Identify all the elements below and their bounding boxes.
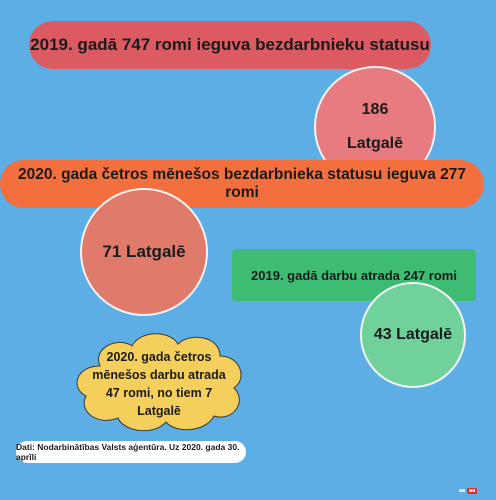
circle-latgale-71 — [80, 188, 208, 316]
publisher-logo — [459, 487, 493, 495]
headline-2020-unemployed-text: 2020. gada četros mēnešos bezdarbnieka statusu ieguva 277 romi — [18, 166, 466, 201]
source-note — [16, 441, 246, 463]
circle-latgale-186-number: 186 — [361, 101, 389, 118]
cloud-2020-employed — [70, 326, 248, 436]
headline-2019-unemployed-text: 2019. gadā 747 romi ieguva bezdarbnieku statusu — [30, 35, 430, 54]
headline-2020-unemployed — [0, 160, 484, 208]
circle-latgale-43 — [360, 282, 466, 388]
circle-latgale-186-region: Latgalē — [346, 135, 403, 152]
circle-latgale-71-text: 71 Latgalē — [102, 242, 186, 261]
publisher-logo-mark: ■■ — [459, 488, 466, 494]
source-note-text: Dati: Nodarbinātības Valsts aģentūra. Uz 2020. gada 30. aprīli — [16, 442, 240, 462]
headline-2019-employed-text: 2019. gadā darbu atrada 247 romi — [251, 267, 457, 283]
circle-latgale-43-text: 43 Latgalē — [373, 326, 453, 343]
publisher-logo-badge: ■■ — [469, 488, 476, 494]
headline-2019-unemployed — [29, 21, 431, 69]
cloud-2020-employed-text: 2020. gada četros mēnešos darbu atrada 47 romi, no tiem 7 Latgalē — [92, 350, 226, 418]
